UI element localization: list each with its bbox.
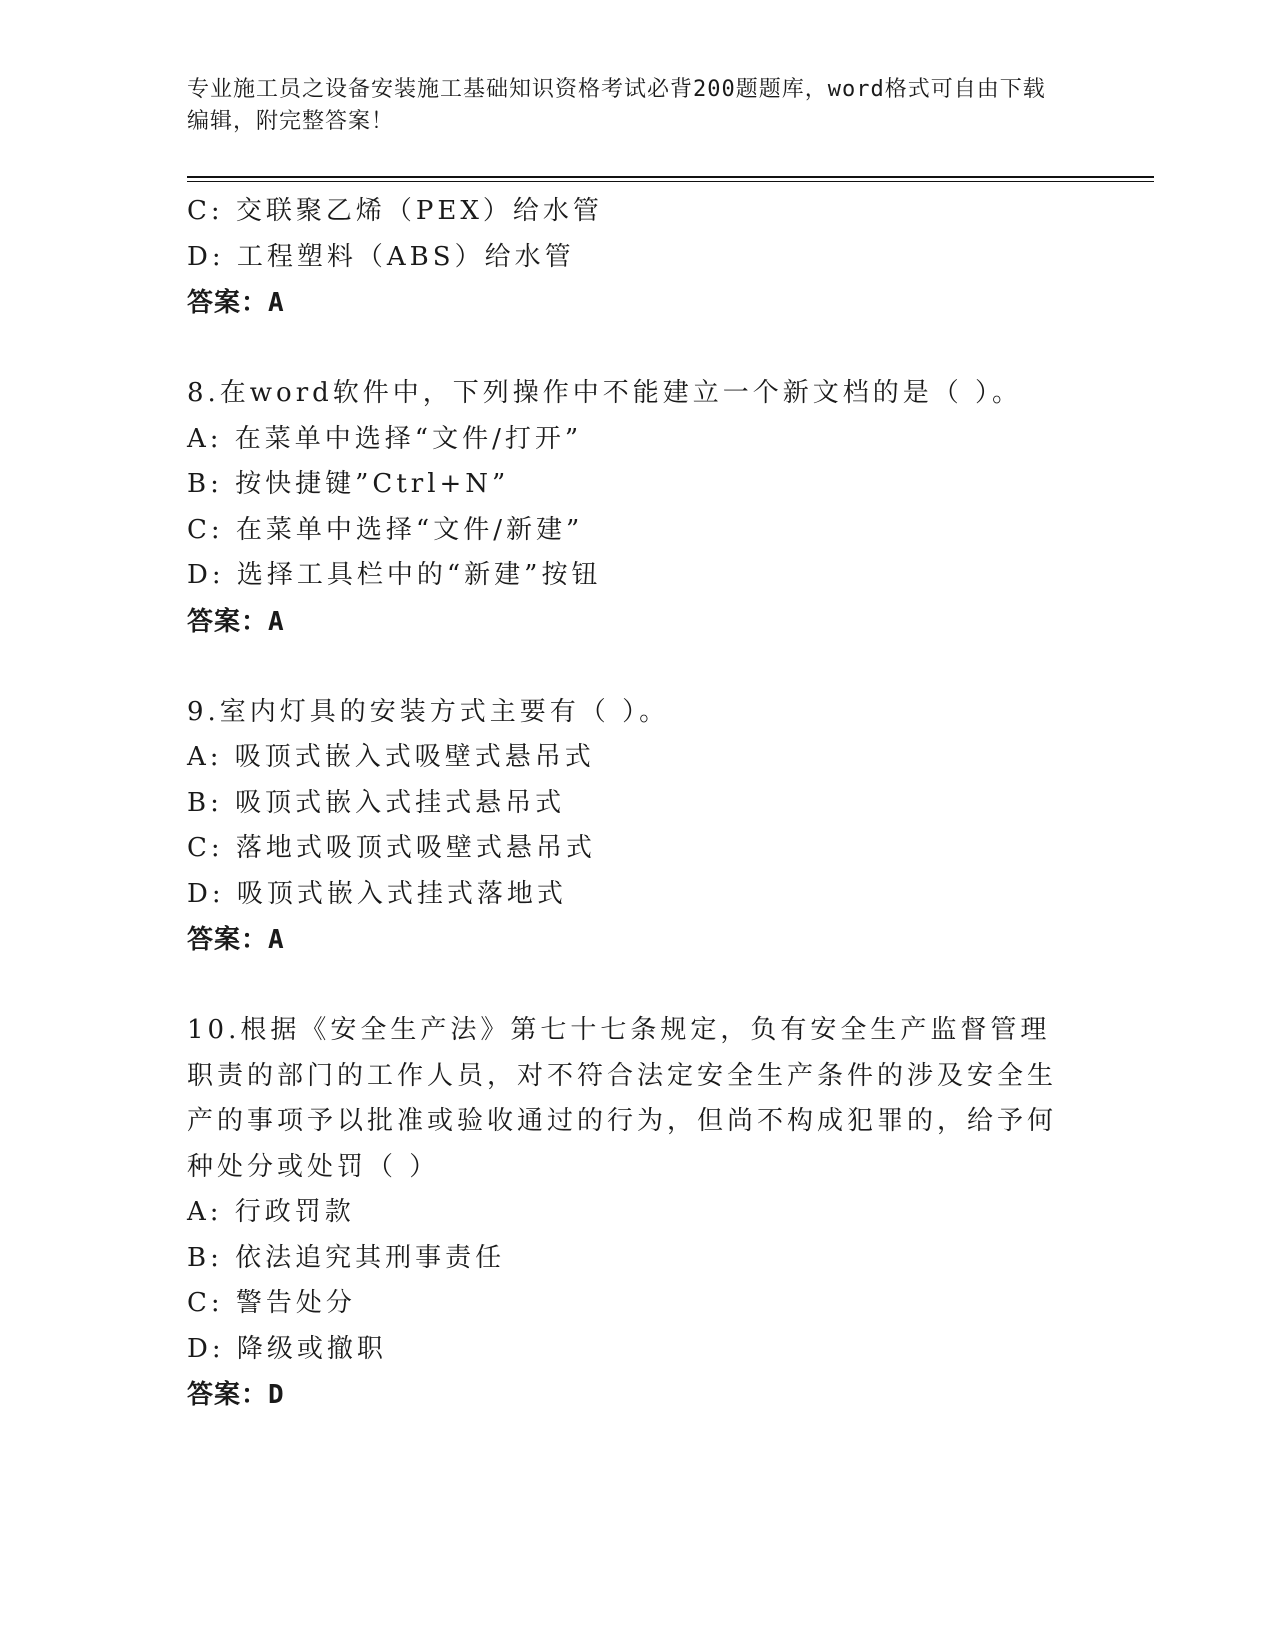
question-text: 9.室内灯具的安装方式主要有（ ）。: [187, 696, 670, 727]
option-c: C: 交联聚乙烯（PEX）给水管: [187, 196, 603, 226]
option-d: D: 工程塑料（ABS）给水管: [187, 241, 575, 272]
question-8: [187, 371, 1067, 645]
option-d: D: 选择工具栏中的“新建”按钮: [187, 560, 602, 590]
header-rule-thin: [187, 181, 1154, 182]
question-text: 8.在word软件中，下列操作中不能建立一个新文档的是（ ）。: [187, 378, 1023, 408]
option-a: A: 吸顶式嵌入式吸壁式悬吊式: [187, 742, 595, 772]
answer-line: 答案：A: [187, 288, 285, 318]
spacer: [187, 963, 1067, 1008]
header-rule-thick: [187, 176, 1154, 178]
option-c: C: 落地式吸顶式吸壁式悬吊式: [187, 833, 596, 863]
option-a: A: 在菜单中选择“文件/打开”: [187, 423, 583, 454]
option-d: D: 降级或撤职: [187, 1333, 387, 1364]
option-b: B: 依法追究其刑事责任: [187, 1242, 506, 1273]
option-c: C: 警告处分: [187, 1288, 356, 1318]
answer-line: 答案：A: [187, 925, 285, 955]
question-10: [187, 1008, 1067, 1418]
spacer: [187, 326, 1067, 371]
option-d: D: 吸顶式嵌入式挂式落地式: [187, 878, 567, 909]
document-body: [187, 189, 1067, 1418]
question-text: 10.根据《安全生产法》第七十七条规定，负有安全生产监督管理职责的部门的工作人员，对不符合法定安全生产条件的涉及安全生产的事项予以批准或验收通过的行为，但尚不构成犯罪的，给予何种处分或处罚（ ）: [187, 1015, 1058, 1182]
answer-line: 答案：A: [187, 606, 285, 637]
option-b: B: 按快捷键”Ctrl+N”: [187, 469, 510, 499]
answer-line: 答案：D: [187, 1380, 285, 1410]
page-header: 专业施工员之设备安装施工基础知识资格考试必背200题题库，word格式可自由下载编辑，附完整答案！: [187, 77, 1046, 134]
option-b: B: 吸顶式嵌入式挂式悬吊式: [187, 787, 566, 818]
question-9: [187, 690, 1067, 964]
question-7-continuation: [187, 189, 1067, 326]
option-c: C: 在菜单中选择“文件/新建”: [187, 514, 584, 545]
spacer: [187, 645, 1067, 690]
option-a: A: 行政罚款: [187, 1197, 355, 1227]
